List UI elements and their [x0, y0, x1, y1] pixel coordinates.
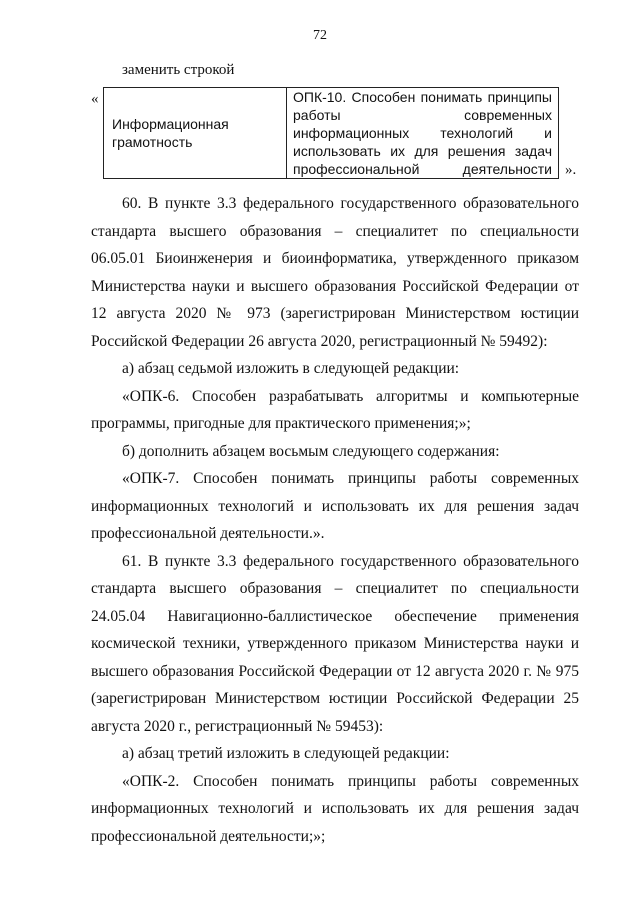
paragraph-60a: а) абзац седьмой изложить в следующей редакции: [122, 360, 460, 377]
competency-name-cell: Информационная грамотность [104, 88, 287, 179]
paragraph-60: 60. В пункте 3.3 федерального государственного образовательного стандарта высшего образования – специалитет по специальности 06.05.01 Биоинженерия и биоинформатика, утвержденного приказом Министерства науки и высшего образования Российской Федерации от 12 августа 2020 № 973 (зарегистрирован Министерством юстиции Российской Федерации 26 августа 2020, регистрационный № 59492): [91, 195, 579, 350]
page-number: 72 [313, 28, 327, 43]
paragraph-60b: б) дополнить абзацем восьмым следующего содержания: [122, 442, 500, 460]
replacement-table [103, 87, 559, 179]
paragraph-61: 61. В пункте 3.3 федерального государственного образовательного стандарта высшего образования – специалитет по специальности 24.05.04 Навигационно-баллистическое обеспечение применения космической техники, утвержденного приказом Министерства науки и высшего образования Российской Федерации от 12 августа 2020 г. № 975 (зарегистрирован Министерством юстиции Российской Федерации 25 августа 2020 г., регистрационный № 59453): [91, 552, 579, 735]
opening-quote: « [91, 91, 99, 107]
replace-instruction: заменить строкой [122, 62, 235, 78]
body-text [91, 190, 579, 850]
competency-definition-cell: ОПК-10. Способен понимать принципы работы современных информационных технологий и использовать их для решения задач профессиональной деятельности [287, 88, 559, 179]
paragraph-opk7: «ОПК-7. Способен понимать принципы работы современных информационных технологий и использовать их для решения задач профессиональной деятельности.». [91, 470, 579, 542]
paragraph-61a: а) абзац третий изложить в следующей редакции: [122, 745, 450, 762]
table-row [104, 88, 559, 179]
closing-quote: ». [565, 162, 577, 178]
paragraph-opk2: «ОПК-2. Способен понимать принципы работы современных информационных технологий и использовать их для решения задач профессиональной деятельности;»; [91, 772, 579, 845]
paragraph-opk6: «ОПК-6. Способен разрабатывать алгоритмы и компьютерные программы, пригодные для практического применения;»; [91, 387, 579, 432]
